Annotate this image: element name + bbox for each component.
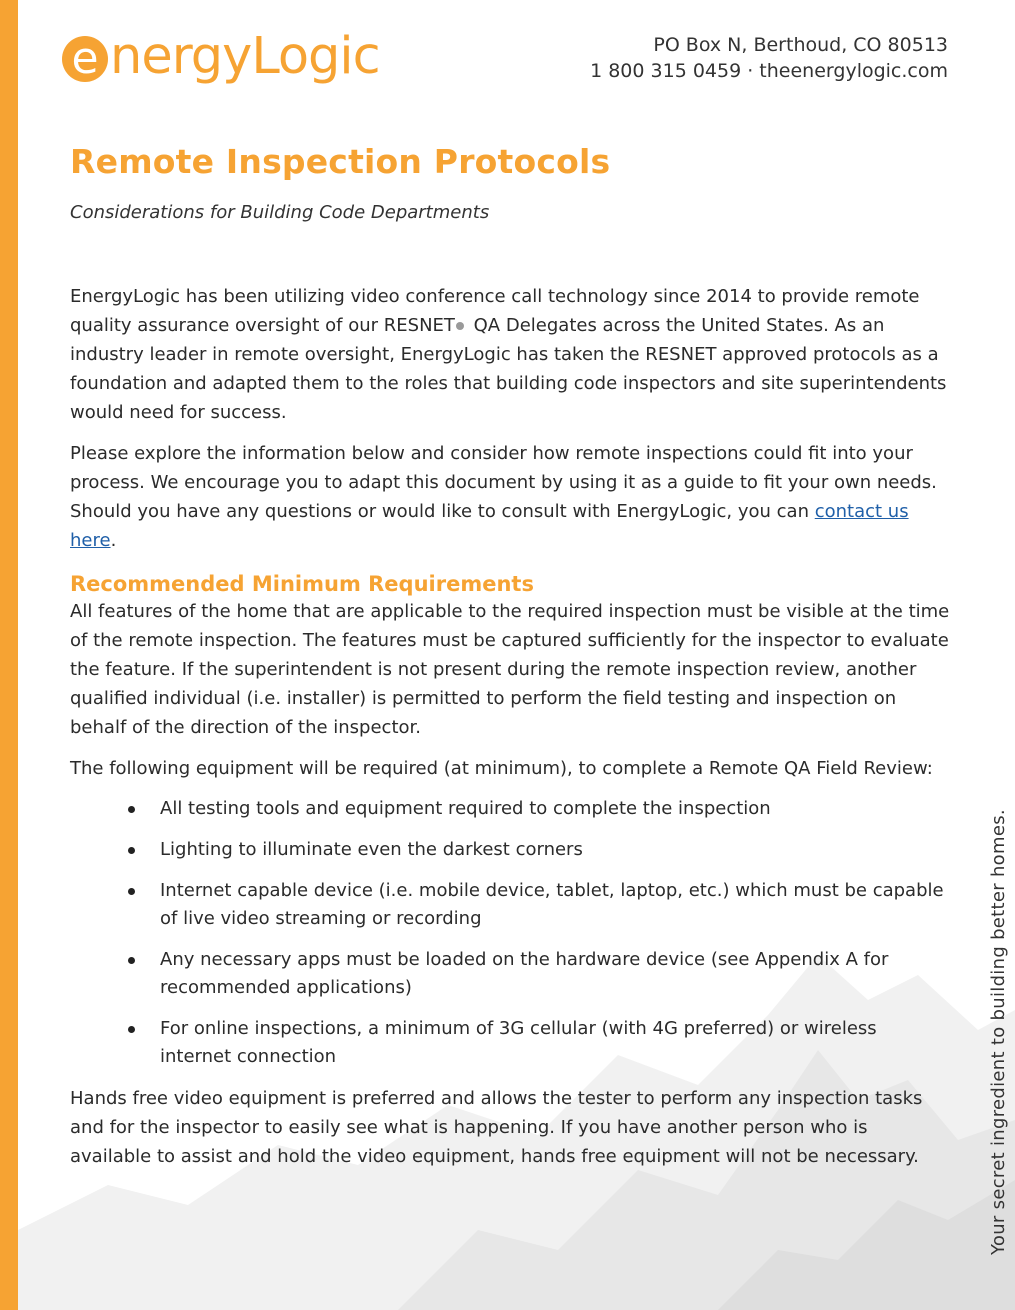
equipment-list [70, 795, 950, 1071]
list-item-text: Any necessary apps must be loaded on the hardware device (see Appendix A for recommended applications) [160, 949, 889, 998]
intro-text-part-2: QA Delegates across the United States. As an industry leader in remote oversight, EnergyLogic has taken the RESNET approved protocols as a foundation and adapted them to the roles that building code inspectors and site superintendents would need for success. [70, 315, 947, 423]
bullet-icon [128, 1026, 135, 1033]
list-item [70, 795, 950, 823]
contact-us-link[interactable]: contact us here [70, 501, 909, 551]
list-item-text: Lighting to illuminate even the darkest corners [160, 839, 583, 860]
list-item [70, 877, 950, 933]
vertical-tagline: Your secret ingredient to building better homes. [988, 809, 1009, 1255]
intro-paragraph-1 [70, 282, 950, 427]
phone-and-website: 1 800 315 0459 · theenergylogic.com [590, 60, 948, 82]
section-heading-requirements: Recommended Minimum Requirements [70, 572, 534, 596]
bullet-icon [128, 847, 135, 854]
logo-e-circle: e [62, 36, 108, 82]
accent-side-bar [0, 0, 18, 1310]
intro-text: Please explore the information below and consider how remote inspections could fit into your process. We encourage you to adapt this document by using it as a guide to fit your own needs. Should you have any questions or would like to consult with EnergyLogic, you can [70, 443, 937, 522]
list-item-text: All testing tools and equipment required to complete the inspection [160, 798, 771, 819]
logo-wordmark: nergyLogic [110, 26, 380, 86]
list-item-text: For online inspections, a minimum of 3G cellular (with 4G preferred) or wireless internet connection [160, 1018, 877, 1067]
intro-text-part-1: EnergyLogic has been utilizing video conference call technology since 2014 to provide remote quality assurance oversight of our RESNET [70, 286, 920, 336]
list-item-text: Internet capable device (i.e. mobile device, tablet, laptop, etc.) which must be capable of live video streaming or recording [160, 880, 944, 929]
document-title: Remote Inspection Protocols [70, 142, 611, 181]
list-item [70, 946, 950, 1002]
bullet-icon [128, 957, 135, 964]
company-contact-info [590, 32, 948, 84]
bullet-icon [128, 888, 135, 895]
equipment-intro: The following equipment will be required (at minimum), to complete a Remote QA Field Review: [70, 758, 933, 779]
document-body [70, 282, 950, 1183]
intro-paragraph-2 [70, 439, 950, 555]
list-item [70, 1015, 950, 1071]
document-subtitle: Considerations for Building Code Departments [70, 202, 490, 223]
list-item [70, 836, 950, 864]
energylogic-logo [62, 22, 380, 90]
postal-address: PO Box N, Berthoud, CO 80513 [653, 34, 948, 56]
requirements-paragraph: All features of the home that are applicable to the required inspection must be visible at the time of the remote inspection. The features must be captured sufficiently for the inspector to evaluate the feature. If the superintendent is not present during the remote inspection review, another qualified individual (i.e. installer) is permitted to perform the field testing and inspection on behalf of the direction of the inspector. [70, 601, 950, 738]
bullet-icon [128, 806, 135, 813]
closing-paragraph: Hands free video equipment is preferred and allows the tester to perform any inspection tasks and for the inspector to easily see what is happening. If you have another person who is available to assist and hold the video equipment, hands free equipment will not be necessary. [70, 1088, 923, 1167]
registered-mark-icon [456, 322, 464, 330]
intro-text-end: . [110, 530, 117, 551]
